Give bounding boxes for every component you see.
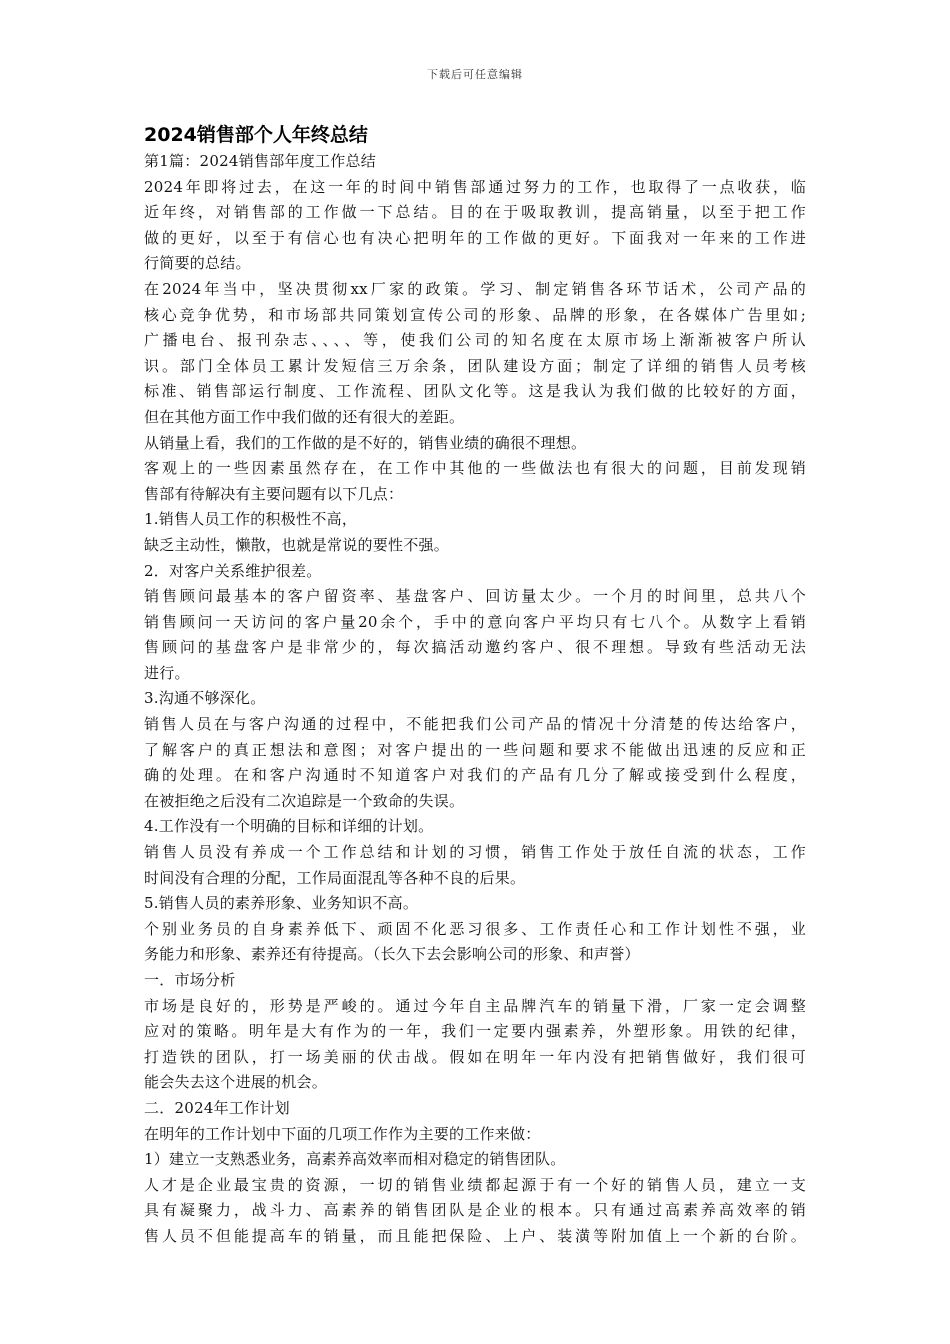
text-line: 打造铁的团队，打一场美丽的伏击战。假如在明年一年内没有把销售做好，我们很可 xyxy=(144,1047,806,1066)
text-line: 个别业务员的自身素养低下、顽固不化恶习很多、工作责任心和工作计划性不强，业 xyxy=(144,919,806,938)
text-line: 销售人员在与客户沟通的过程中，不能把我们公司产品的情况十分清楚的传达给客户， xyxy=(144,715,806,734)
text-line: 3.沟通不够深化。 xyxy=(144,689,266,708)
text-line: 应对的策略。明年是大有作为的一年，我们一定要内强素养，外塑形象。用铁的纪律， xyxy=(144,1022,806,1041)
text-line: 1.销售人员工作的积极性不高， xyxy=(144,510,358,529)
document-text xyxy=(144,149,806,1250)
text-line: 从销量上看，我们的工作做的是不好的，销售业绩的确很不理想。 xyxy=(144,433,587,452)
text-line: 做的更好，以至于有信心也有决心把明年的工作做的更好。下面我对一年来的工作进 xyxy=(144,228,806,247)
text-line: 在明年的工作计划中下面的几项工作作为主要的工作来做： xyxy=(144,1124,541,1143)
text-line: 能会失去这个进展的机会。 xyxy=(144,1073,328,1092)
text-line: 标准、销售部运行制度、工作流程、团队文化等。这是我认为我们做的比较好的方面， xyxy=(144,382,806,401)
text-line: 行简要的总结。 xyxy=(144,254,251,273)
text-line: 客观上的一些因素虽然存在，在工作中其他的一些做法也有很大的问题，目前发现销 xyxy=(144,459,806,478)
text-line: 5.销售人员的素养形象、业务知识不高。 xyxy=(144,894,419,913)
text-line: 确的处理。在和客户沟通时不知道客户对我们的产品有几分了解或接受到什么程度， xyxy=(144,766,806,785)
text-line: 近年终，对销售部的工作做一下总结。目的在于吸取教训，提高销量，以至于把工作 xyxy=(144,203,806,222)
text-line: 务能力和形象、素养还有待提高。（长久下去会影响公司的形象、和声誉） xyxy=(144,945,640,964)
text-line: 识。部门全体员工累计发短信三万余条，团队建设方面；制定了详细的销售人员考核 xyxy=(144,356,806,375)
text-line: 缺乏主动性，懒散，也就是常说的要性不强。 xyxy=(144,535,450,554)
text-line: 售人员不但能提高车的销量，而且能把保险、上户、装潢等附加值上一个新的台阶。 xyxy=(144,1226,806,1245)
text-line: 销售人员没有养成一个工作总结和计划的习惯，销售工作处于放任自流的状态，工作 xyxy=(144,843,806,862)
text-line: 一．市场分析 xyxy=(144,971,236,989)
text-line: 具有凝聚力，战斗力、高素养的销售团队是企业的根本。只有通过高素养高效率的销 xyxy=(144,1201,806,1220)
document-body xyxy=(144,122,806,1250)
text-line: 销售顾问最基本的客户留资率、基盘客户、回访量太少。一个月的时间里，总共八个 xyxy=(144,587,806,606)
text-line: 进行。 xyxy=(144,663,190,682)
text-line: 人才是企业最宝贵的资源，一切的销售业绩都起源于有一个好的销售人员，建立一支 xyxy=(144,1175,806,1194)
text-line: 1）建立一支熟悉业务，高素养高效率而相对稳定的销售团队。 xyxy=(144,1150,566,1169)
text-line: 了解客户的真正想法和意图；对客户提出的一些问题和要求不能做出迅速的反应和正 xyxy=(144,740,806,759)
text-line: 二．2024年工作计划 xyxy=(144,1098,290,1117)
text-line: 第1篇：2024销售部年度工作总结 xyxy=(144,152,376,170)
text-line: 但在其他方面工作中我们做的还有很大的差距。 xyxy=(144,407,465,426)
text-line: 2．对客户关系维护很差。 xyxy=(144,561,322,580)
text-line: 市场是良好的，形势是严峻的。通过今年自主品牌汽车的销量下滑，厂家一定会调整 xyxy=(144,996,806,1015)
text-line: 在被拒绝之后没有二次追踪是一个致命的失误。 xyxy=(144,791,465,810)
document-title: 2024销售部个人年终总结 xyxy=(144,124,368,146)
text-line: 售部有待解决有主要问题有以下几点： xyxy=(144,484,404,503)
page-header-note: 下载后可任意编辑 xyxy=(427,68,523,81)
text-line: 4.工作没有一个明确的目标和详细的计划。 xyxy=(144,817,434,836)
text-line: 在2024年当中，坚决贯彻xx厂家的政策。学习、制定销售各环节话术，公司产品的 xyxy=(144,279,806,298)
text-line: 销售顾问一天访问的客户量20余个，手中的意向客户平均只有七八个。从数字上看销 xyxy=(144,612,806,631)
text-line: 时间没有合理的分配，工作局面混乱等各种不良的后果。 xyxy=(144,868,526,887)
text-line: 售顾问的基盘客户是非常少的，每次搞活动邀约客户、很不理想。导致有些活动无法 xyxy=(144,638,806,657)
text-line: 2024年即将过去，在这一年的时间中销售部通过努力的工作，也取得了一点收获，临 xyxy=(144,177,806,196)
text-line: 广播电台、报刊杂志、、、、等，使我们公司的知名度在太原市场上渐渐被客户所认 xyxy=(144,331,806,350)
text-line: 核心竞争优势，和市场部共同策划宣传公司的形象、品牌的形象，在各媒体广告里如; xyxy=(144,305,806,324)
